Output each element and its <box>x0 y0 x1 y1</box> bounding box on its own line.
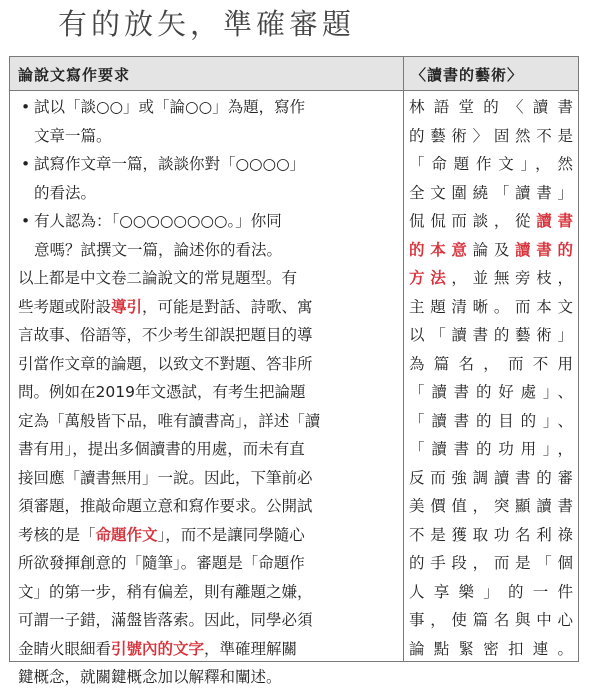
paragraph-line: 定為「萬般皆下品，唯有讀書高」，詳述「讀 <box>18 411 321 430</box>
right-line: 全文圍繞「讀書」 <box>409 183 573 202</box>
paragraph-line <box>18 293 397 322</box>
paragraph-line: 以上都是中文卷二論說文的常見題型。有 <box>18 269 298 287</box>
explanation-paragraph <box>18 264 397 692</box>
paragraph-line: 引當作文章的論題，以致文不對題、答非所 <box>18 354 313 373</box>
right-line: 「讀書的目的」、 <box>409 411 573 430</box>
right-line: 林語堂的〈讀書 <box>409 98 573 116</box>
column-divider <box>403 57 404 661</box>
highlight-reading: 讀書 <box>536 212 573 230</box>
bullet-line: 試以「談○○」或「論○○」為題，寫作 <box>34 98 306 116</box>
right-column-header: 〈讀書的藝術〉 <box>411 66 524 84</box>
paragraph-line: 鍵概念，就關鍵概念加以解釋和闡述。 <box>18 668 282 686</box>
highlight-propositional-essay: 命題作文 <box>95 525 158 544</box>
right-line: 的手段，而是「個 <box>409 554 573 572</box>
paragraph-line: 須審題，推敲命題立意和寫作要求。公開試 <box>18 497 313 515</box>
paragraph-line: 可謂一子錯，滿盤皆落索。因此，同學必須 <box>18 611 313 629</box>
right-line: 主題清晰。而本文 <box>409 297 573 316</box>
highlight-method: 方法 <box>409 269 452 287</box>
right-line <box>409 236 573 265</box>
text-run: 侃侃而談，從 <box>409 212 537 230</box>
right-line: 不是獲取功名利祿 <box>409 525 573 544</box>
art-of-reading-column <box>409 93 573 663</box>
bullet-line: 試寫作文章一篇，談談你對「○○○○」 <box>34 155 306 173</box>
text-run: ，並無旁枝， <box>451 269 573 287</box>
bullet-item <box>18 150 397 207</box>
right-line: 「讀書的好處」、 <box>409 383 573 401</box>
right-line: 為篇名，而不用 <box>409 354 573 373</box>
paragraph-line: 所欲發揮創意的「隨筆」。審題是「命題作 <box>18 554 305 572</box>
highlight-original-intent: 的本意 <box>409 240 473 259</box>
right-line: 的藝術〉固然不是 <box>409 126 573 145</box>
paragraph-line: 文」的第一步，稍有偏差，則有離題之嫌， <box>18 582 313 601</box>
bullet-item <box>18 207 397 264</box>
highlight-quoted-text: 引號內的文字 <box>111 639 205 658</box>
highlight-guide: 導引 <box>111 297 143 316</box>
bullet-line: 的看法。 <box>34 183 97 202</box>
right-line: 人享樂」的一件 <box>409 582 573 601</box>
left-column-header: 論說文寫作要求 <box>18 66 131 84</box>
right-line: 事，使篇名與中心 <box>409 611 573 629</box>
bullet-dot-icon: • <box>21 155 31 173</box>
page-title: 有的放矢，準確審題 <box>58 7 356 41</box>
text-run: 」，而不是讓同學隨心 <box>157 525 305 544</box>
text-run: 些考題或附設 <box>18 297 112 316</box>
bullet-item <box>18 93 397 150</box>
right-line: 反而強調讀書的審 <box>409 468 573 487</box>
bullet-line: 文章一篇。 <box>34 126 112 145</box>
highlight-reading-of: 讀書的 <box>515 240 573 259</box>
text-run: 金睛火眼細看 <box>18 639 112 658</box>
paragraph-line: 接回應「讀書無用」一說。因此，下筆前必 <box>18 468 313 487</box>
bullet-line: 意嗎？試撰文一篇，論述你的看法。 <box>34 240 283 259</box>
right-line: 「讀書的功用」， <box>409 440 573 458</box>
paragraph-line: 問。例如在2019年文憑試，有考生把論題 <box>18 383 306 401</box>
bullet-dot-icon: • <box>21 212 31 230</box>
right-line <box>409 207 573 236</box>
paragraph-line <box>18 635 397 664</box>
right-line: 以「讀書的藝術」 <box>409 326 573 344</box>
right-line: 美價值，突顯讀書 <box>409 497 573 515</box>
text-run: 論及 <box>472 240 516 259</box>
bullet-dot-icon: • <box>21 98 31 116</box>
right-line: 論點緊密扣連。 <box>409 639 573 658</box>
right-line: 「命題作文」，然 <box>409 155 573 173</box>
right-line <box>409 264 573 293</box>
paragraph-line <box>18 521 397 550</box>
text-run: 考核的是「 <box>18 525 96 544</box>
text-run: ，準確理解關 <box>204 639 298 658</box>
paragraph-line: 言故事、俗語等，不少考生卻誤把題目的導 <box>18 326 313 344</box>
comparison-table <box>9 56 579 686</box>
text-run: ，可能是對話、詩歌、寓 <box>142 297 313 316</box>
bullet-line: 有人認為：「○○○○○○○○。」你同 <box>34 212 282 230</box>
writing-requirements-column <box>18 93 397 692</box>
paragraph-line: 書有用」，提出多個讀書的用處，而未有直 <box>18 440 305 458</box>
